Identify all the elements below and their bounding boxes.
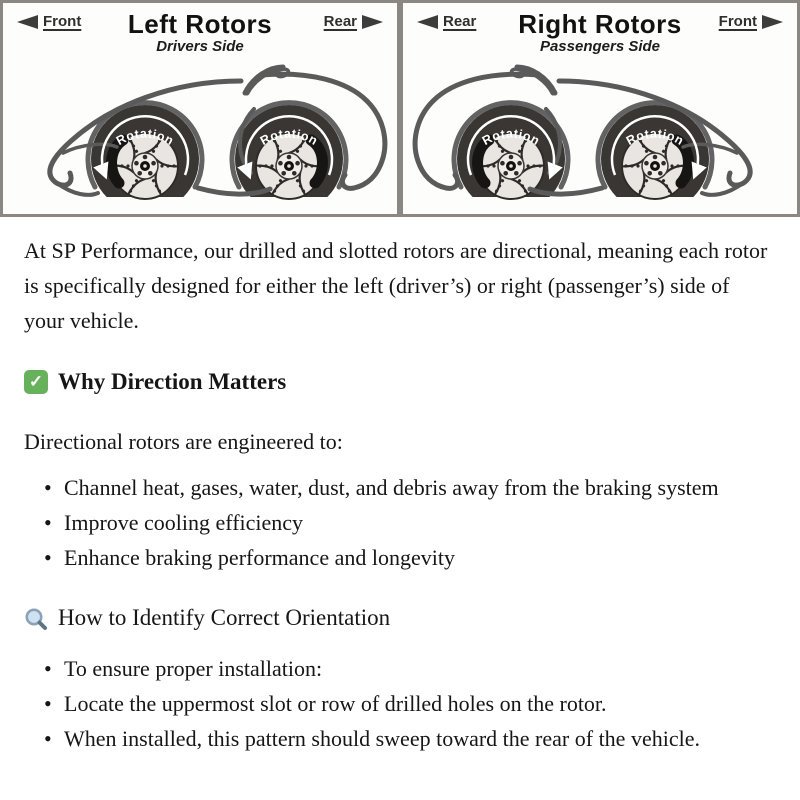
rear-label-text: Rear (443, 13, 477, 30)
rear-direction-label (324, 13, 383, 30)
rear-direction-label (417, 13, 476, 30)
magnifier-icon (24, 607, 48, 631)
section-heading-identify-orientation (24, 600, 770, 637)
section-lead: Directional rotors are engineered to: (24, 429, 343, 455)
section-heading-text: Why Direction Matters (58, 368, 287, 394)
section-heading-text: How to Identify Correct Orientation (58, 605, 391, 631)
rotation-label: Rotation (479, 126, 543, 149)
left-panel-subtitle: Drivers Side (156, 38, 244, 55)
arrow-left-icon (417, 15, 438, 29)
left-car-illustration (3, 59, 397, 211)
right-panel-header (403, 3, 797, 59)
front-label-text: Front (718, 13, 757, 30)
right-panel-subtitle: Passengers Side (539, 38, 661, 55)
front-direction-label (17, 13, 81, 30)
rotation-label: Rotation (623, 126, 687, 149)
section-heading-why-direction-matters (24, 364, 770, 401)
list-item: • Enhance braking performance and longevity (24, 540, 734, 575)
front-label-text: Front (43, 13, 82, 30)
rotor-direction-diagram (0, 0, 800, 217)
rotation-label: Rotation (113, 126, 177, 149)
list-item: • Locate the uppermost slot or row of drilled holes on the rotor. (24, 686, 734, 721)
arrow-right-icon (362, 15, 383, 29)
left-panel-header (3, 3, 397, 59)
right-rotors-panel (400, 0, 800, 217)
arrow-left-icon (17, 15, 38, 29)
list-item: • Improve cooling efficiency (24, 505, 734, 540)
article-body (0, 217, 800, 756)
left-rotors-panel (0, 0, 400, 217)
right-panel-title: Right Rotors (518, 9, 682, 39)
benefits-list (24, 470, 770, 576)
arrow-right-icon (762, 15, 783, 29)
list-item: • To ensure proper installation: (24, 651, 734, 686)
orientation-steps-list (24, 651, 770, 757)
front-direction-label (719, 13, 783, 30)
rotation-label: Rotation (257, 126, 321, 149)
intro-paragraph: At SP Performance, our drilled and slotted rotors are directional, meaning each rotor is specifically designed for either the left (driver’s) or right (passenger’s) side of your vehicle. (24, 238, 768, 334)
right-car-illustration (403, 59, 797, 211)
list-item: • Channel heat, gases, water, dust, and debris away from the braking system (24, 470, 734, 505)
rear-label-text: Rear (323, 13, 357, 30)
check-icon (24, 370, 48, 394)
left-panel-title: Left Rotors (127, 9, 273, 39)
list-item: • When installed, this pattern should sweep toward the rear of the vehicle. (24, 721, 734, 756)
